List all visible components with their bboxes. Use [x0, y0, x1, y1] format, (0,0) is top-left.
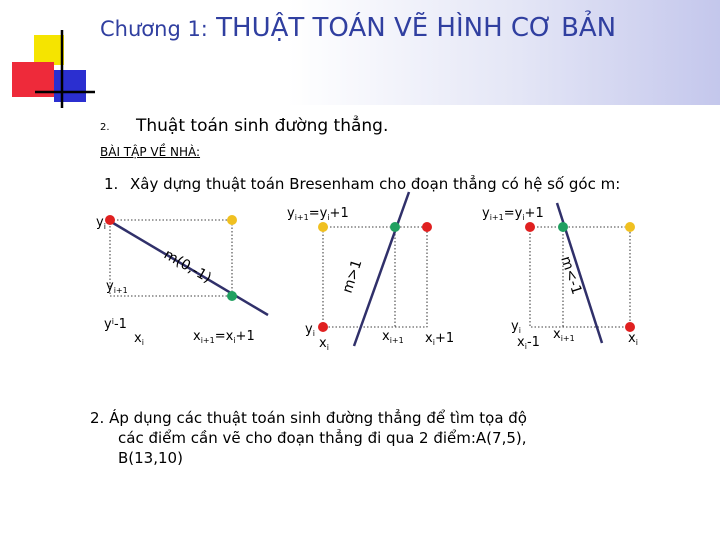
point-yellow	[318, 222, 328, 232]
item2-line2: các điểm cần vẽ cho đoạn thẳng đi qua 2 điểm:A(7,5),	[118, 429, 527, 447]
label-xi: $x_i$	[134, 331, 144, 347]
label-xi-minus1: $x_i-1$	[517, 335, 540, 351]
label-xi: $x_i$	[628, 331, 638, 347]
point-yellow	[227, 215, 237, 225]
label-yi-minus1: $y^i-1$	[104, 317, 127, 332]
grid-rect	[323, 227, 427, 327]
item1-number: 1.	[104, 175, 119, 193]
item1-text: Xây dựng thuật toán Bresenham cho đoạn thẳng có hệ số góc m:	[130, 175, 621, 193]
label-xi1: $x_{i+1}$	[553, 327, 575, 343]
label-xi: $x_i$	[319, 336, 329, 352]
point-red	[422, 222, 432, 232]
slope-label: m>1	[339, 257, 366, 296]
label-yi1-eq: $y_{i+1}=y_i+1$	[482, 206, 544, 222]
point-red-bottom	[318, 322, 328, 332]
label-yi: $y_i$	[511, 319, 521, 335]
homework-heading: BÀI TẬP VỀ NHÀ:	[100, 145, 201, 159]
item2-line3: B(13,10)	[118, 449, 183, 467]
point-green	[558, 222, 568, 232]
diagram-3	[482, 203, 638, 351]
label-xi-plus1: $x_i+1$	[425, 331, 455, 347]
diagram-2	[287, 192, 454, 352]
label-xi1: $x_{i+1}=x_i+1$	[193, 329, 255, 345]
point-yellow	[625, 222, 635, 232]
point-green	[227, 291, 237, 301]
label-yi: $y_i$	[96, 215, 106, 231]
label-yi: $y_i$	[305, 322, 315, 338]
title-main: THUẬT TOÁN VẼ HÌNH CƠ BẢN	[216, 13, 617, 43]
item2-text	[90, 408, 650, 468]
label-yi1: $y_{i+1}$	[106, 279, 128, 295]
item2-line1: 2. Áp dụng các thuật toán sinh đường thẳng để tìm tọa độ	[90, 409, 527, 427]
point-red	[105, 215, 115, 225]
label-yi1-eq: $y_{i+1}=y_i+1$	[287, 206, 349, 222]
point-red	[525, 222, 535, 232]
section-number: 2.	[100, 122, 110, 133]
slope-label: m<-1	[557, 254, 585, 297]
title-prefix: Chương 1:	[100, 17, 208, 41]
section-heading: Thuật toán sinh đường thẳng.	[136, 116, 389, 136]
label-xi1: $x_{i+1}$	[382, 329, 404, 345]
diagram-1	[96, 215, 268, 347]
slope-label: m(0,-1)	[161, 246, 214, 287]
point-green	[390, 222, 400, 232]
